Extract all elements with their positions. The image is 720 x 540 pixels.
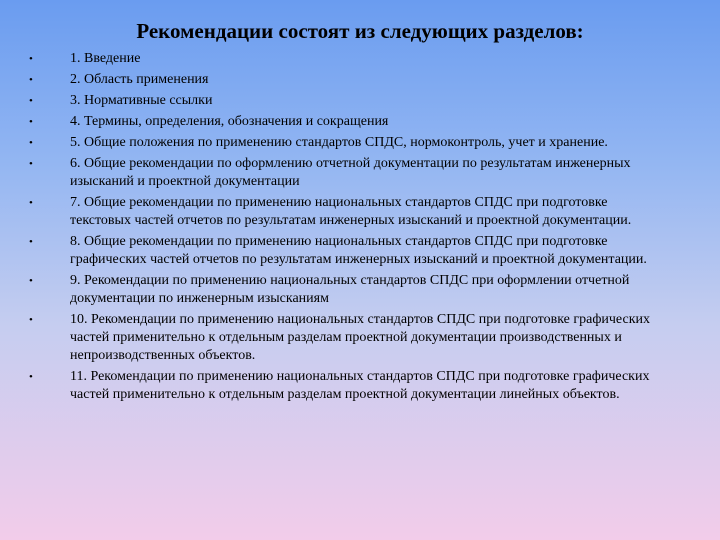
slide-title: Рекомендации состоят из следующих разделов:: [136, 19, 584, 43]
list-item-text: 7. Общие рекомендации по применению национальных стандартов СПДС при подготовке текстовых частей отчетов по результатам инженерных изысканий и проектной документации.: [70, 195, 632, 228]
list-item-text: 10. Рекомендации по применению национальных стандартов СПДС при подготовке графических частей применительно к отдельным разделам проектной документации производственных и непроизводственных объектов.: [70, 312, 650, 363]
bullet: •: [29, 158, 33, 170]
section-list: [0, 50, 720, 407]
bullet: •: [29, 275, 33, 287]
bullet: •: [29, 53, 33, 65]
list-item: [0, 155, 720, 191]
list-item: [0, 113, 720, 131]
list-item: [0, 368, 720, 404]
list-item: [0, 194, 720, 230]
list-item-text: 1. Введение: [70, 51, 141, 66]
list-item-text: 3. Нормативные ссылки: [70, 93, 213, 108]
list-item: [0, 233, 720, 269]
bullet: •: [29, 74, 33, 86]
list-item: [0, 272, 720, 308]
bullet: •: [29, 95, 33, 107]
list-item-text: 5. Общие положения по применению стандартов СПДС, нормоконтроль, учет и хранение.: [70, 135, 608, 150]
bullet: •: [29, 236, 33, 248]
bullet: •: [29, 371, 33, 383]
list-item-text: 2. Область применения: [70, 72, 209, 87]
list-item: [0, 311, 720, 365]
list-item-text: 9. Рекомендации по применению национальных стандартов СПДС при оформлении отчетной документации по инженерным изысканиям: [70, 273, 630, 306]
bullet: •: [29, 197, 33, 209]
list-item: [0, 92, 720, 110]
list-item: [0, 50, 720, 68]
bullet: •: [29, 314, 33, 326]
bullet: •: [29, 116, 33, 128]
list-item: [0, 71, 720, 89]
list-item: [0, 134, 720, 152]
list-item-text: 6. Общие рекомендации по оформлению отчетной документации по результатам инженерных изысканий и проектной документации: [70, 156, 631, 189]
list-item-text: 8. Общие рекомендации по применению национальных стандартов СПДС при подготовке графических частей отчетов по результатам инженерных изысканий и проектной документации.: [70, 234, 647, 267]
list-item-text: 4. Термины, определения, обозначения и сокращения: [70, 114, 389, 129]
list-item-text: 11. Рекомендации по применению национальных стандартов СПДС при подготовке графических частей применительно к отдельным разделам проектной документации линейных объектов.: [70, 369, 650, 402]
bullet: •: [29, 137, 33, 149]
